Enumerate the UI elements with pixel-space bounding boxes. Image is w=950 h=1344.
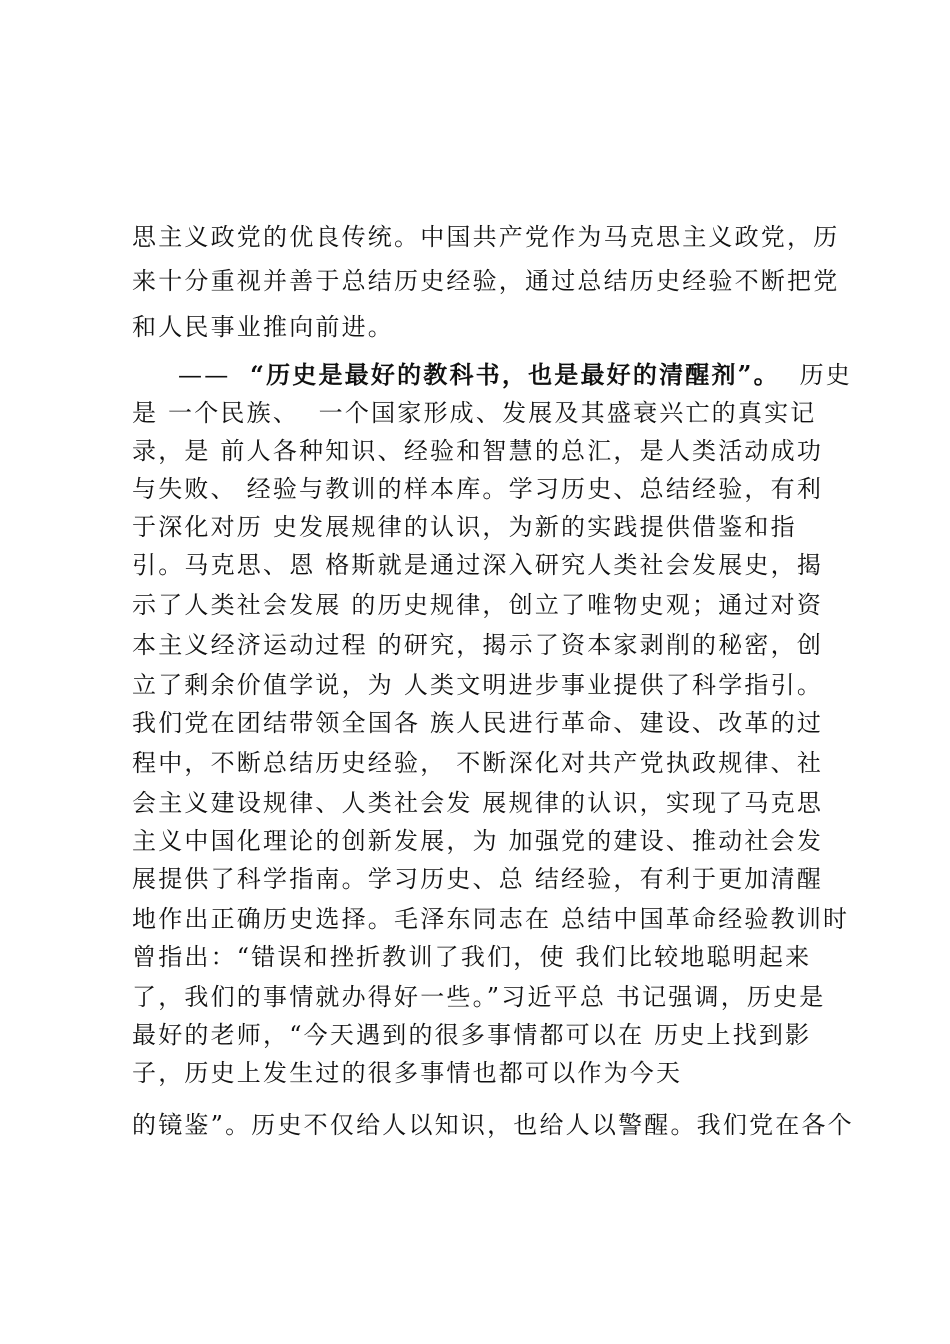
body-line: 我们党在团结带领全国各 族人民进行革命、建设、改革的过 — [132, 709, 824, 737]
body-line: 会主义建设规律、人类社会发 展规律的认识，实现了马克思 — [132, 789, 824, 817]
body-line: 引。马克思、恩 格斯就是通过深入研究人类社会发展史，揭 — [132, 551, 824, 579]
body-line: 子，历史上发生过的很多事情也都可以作为今天 — [132, 1059, 683, 1087]
paragraph-1-line-3: 和人民事业推向前进。 — [132, 313, 394, 341]
body-line: 最好的老师，“今天遇到的很多事情都可以在 历史上找到影 — [132, 1021, 812, 1049]
body-line: 本主义经济运动过程 的研究，揭示了资本家剥削的秘密，创 — [132, 631, 824, 659]
body-line: 曾指出：“错误和挫折教训了我们，使 我们比较地聪明起来 — [132, 943, 812, 971]
body-line: 示了人类社会发展 的历史规律，创立了唯物史观；通过对资 — [132, 591, 824, 619]
section-heading-line — [178, 360, 852, 390]
body-line: 立了剩余价值学说，为 人类文明进步事业提供了科学指引。 — [132, 671, 824, 699]
paragraph-1-line-1: 思主义政党的优良传统。中国共产党作为马克思主义政党，历 — [132, 223, 840, 251]
body-line: 地作出正确历史选择。毛泽东同志在 总结中国革命经验教训时 — [132, 905, 850, 933]
heading-dash: —— — [178, 361, 231, 389]
body-line: 是 一个民族、 一个国家形成、发展及其盛衰兴亡的真实记 — [132, 399, 817, 427]
body-line: 程中，不断总结历史经验， 不断深化对共产党执政规律、社 — [132, 749, 824, 777]
body-line: 录，是 前人各种知识、经验和智慧的总汇，是人类活动成功 — [132, 437, 824, 465]
body-line: 于深化对历 史发展规律的认识，为新的实践提供借鉴和指 — [132, 513, 797, 541]
paragraph-1-line-2: 来十分重视并善于总结历史经验，通过总结历史经验不断把党 — [132, 267, 840, 295]
body-line: 了，我们的事情就办得好一些。”习近平总 书记强调，历史是 — [132, 983, 826, 1011]
body-line: 展提供了科学指南。学习历史、总 结经验，有利于更加清醒 — [132, 865, 824, 893]
body-line: 的镜鉴”。历史不仅给人以知识，也给人以警醒。我们党在各个 — [132, 1111, 854, 1139]
section-heading: “历史是最好的教科书，也是最好的清醒剂”。 — [250, 360, 780, 389]
body-line: 主义中国化理论的创新发展，为 加强党的建设、推动社会发 — [132, 827, 824, 855]
body-line: 与失败、 经验与教训的样本库。学习历史、总结经验，有利 — [132, 475, 824, 503]
heading-line-rest: 历史 — [799, 361, 852, 389]
